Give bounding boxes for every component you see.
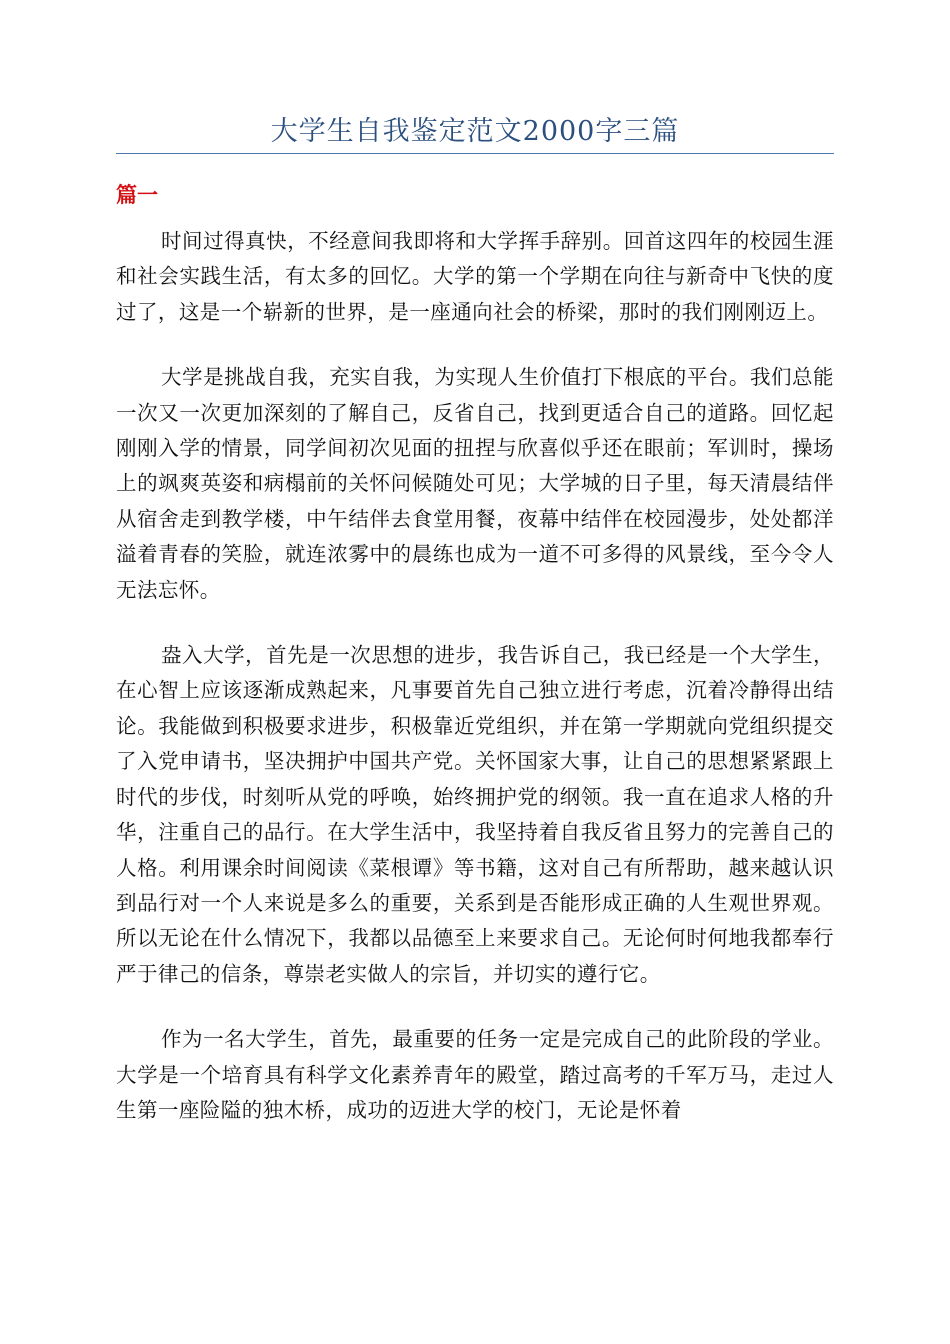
document-body xyxy=(116,224,834,1158)
section-heading: 篇一 xyxy=(116,183,158,207)
paragraph: 作为一名大学生，首先，最重要的任务一定是完成自己的此阶段的学业。大学是一个培育具有科学文化素养青年的殿堂，踏过高考的千军万马，走过人生第一座险隘的独木桥，成功的迈进大学的校门，无论是怀着 xyxy=(116,1027,834,1122)
paragraph: 大学是挑战自我，充实自我，为实现人生价值打下根底的平台。我们总能一次又一次更加深刻的了解自己，反省自己，找到更适合自己的道路。回忆起刚刚入学的情景，同学间初次见面的扭捏与欣喜似乎还在眼前；军训时，操场上的飒爽英姿和病榻前的关怀问候随处可见；大学城的日子里，每天清晨结伴从宿舍走到教学楼，中午结伴去食堂用餐，夜幕中结伴在校园漫步，处处都洋溢着青春的笑脸，就连浓雾中的晨练也成为一道不可多得的风景线，至今令人无法忘怀。 xyxy=(116,365,834,602)
title-underline xyxy=(116,153,834,154)
document-title: 大学生自我鉴定范文2000字三篇 xyxy=(270,116,680,147)
paragraph: 盎入大学，首先是一次思想的进步，我告诉自己，我已经是一个大学生，在心智上应该逐渐成熟起来，凡事要首先自己独立进行考虑，沉着冷静得出结论。我能做到积极要求进步，积极靠近党组织，并在第一学期就向党组织提交了入党申请书，坚决拥护中国共产党。关怀国家大事，让自己的思想紧紧跟上时代的步伐，时刻听从党的呼唤，始终拥护党的纲领。我一直在追求人格的升华，注重自己的品行。在大学生活中，我坚持着自我反省且努力的完善自己的人格。利用课余时间阅读《菜根谭》等书籍，这对自己有所帮助，越来越认识到品行对一个人来说是多么的重要，关系到是否能形成正确的人生观世界观。所以无论在什么情况下，我都以品德至上来要求自己。无论何时何地我都奉行严于律己的信条，尊崇老实做人的宗旨，并切实的遵行它。 xyxy=(116,643,834,986)
paragraph: 时间过得真快，不经意间我即将和大学挥手辞别。回首这四年的校园生涯和社会实践生活，有太多的回忆。大学的第一个学期在向往与新奇中飞快的度过了，这是一个崭新的世界，是一座通向社会的桥梁，那时的我们刚刚迈上。 xyxy=(116,229,834,324)
